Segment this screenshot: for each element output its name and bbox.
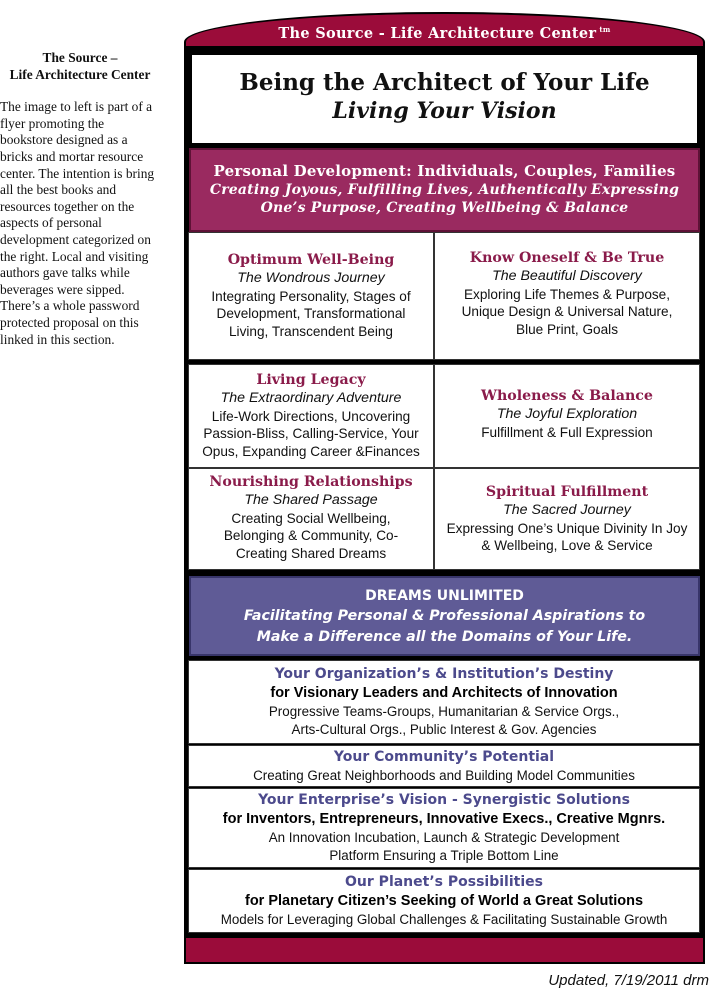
flyer-bottom-bar: [186, 938, 703, 962]
enterprise-body-2: Platform Ensuring a Triple Bottom Line: [329, 847, 559, 863]
enterprise-lead: for Inventors, Entrepreneurs, Innovative Execs., Creative Mgnrs.: [222, 811, 666, 827]
cell-spiritual-fulfillment: [434, 468, 700, 570]
cell-body: Fulfillment & Full Expression: [481, 424, 653, 440]
cell-subtitle: The Sacred Journey: [503, 502, 631, 518]
enterprise-body-1: An Innovation Incubation, Launch & Strategic Development: [268, 830, 620, 845]
cell-living-legacy: [188, 364, 434, 468]
cell-nourishing-relationships: [188, 468, 434, 570]
dreams-subtitle-1: Facilitating Personal & Professional Aspirations to: [243, 608, 646, 624]
cell-body: Exploring Life Themes & Purpose, Unique Design & Universal Nature, Blue Print, Goals: [461, 286, 673, 337]
cell-subtitle: The Shared Passage: [244, 492, 378, 508]
personal-development-subtitle-2: One’s Purpose, Creating Wellbeing & Balance: [260, 200, 629, 216]
cell-title: Know Oneself & Be True: [469, 250, 665, 266]
cell-subtitle: The Extraordinary Adventure: [220, 390, 402, 406]
personal-development-subtitle-1: Creating Joyous, Fulfilling Lives, Authentically Expressing: [209, 182, 680, 198]
cell-body: Integrating Personality, Stages of Development, Transformational Living, Transcendent Being: [211, 288, 411, 339]
planet-box: [188, 869, 700, 933]
banner-title: The Source - Life Architecture Center: [278, 25, 597, 42]
flyer-banner: [186, 14, 703, 46]
cell-subtitle: The Wondrous Journey: [237, 270, 385, 286]
hero-title: Being the Architect of Your Life: [239, 69, 650, 96]
dreams-title: DREAMS UNLIMITED: [365, 588, 524, 604]
cell-optimum-well-being: [188, 232, 434, 360]
cell-title: Nourishing Relationships: [209, 474, 413, 490]
organization-lead: for Visionary Leaders and Architects of Innovation: [270, 685, 618, 701]
cell-title: Living Legacy: [256, 372, 366, 388]
sidebar-description: [0, 50, 160, 348]
sidebar-body: The image to left is part of a flyer promoting the bookstore designed as a bricks and mortar resource center. The intention is bring all the best books and resources together on the aspects of personal development categorized on the right. Local and visiting authors gave talks while beverages were sipped. There’s a whole password protected proposal on this linked in this section.: [0, 99, 155, 347]
cell-body: Creating Social Wellbeing, Belonging & Community, Co-Creating Shared Dreams: [223, 510, 399, 561]
enterprise-box: [188, 788, 700, 868]
community-box: [188, 745, 700, 787]
organization-body-2: Arts-Cultural Orgs., Public Interest & Gov. Agencies: [291, 721, 597, 737]
community-title: Your Community’s Potential: [333, 749, 555, 765]
organization-title: Your Organization’s & Institution’s Destiny: [274, 666, 614, 682]
enterprise-title: Your Enterprise’s Vision - Synergistic Solutions: [258, 792, 630, 808]
personal-development-title: Personal Development: Individuals, Couples, Families: [213, 162, 676, 180]
community-body: Creating Great Neighborhoods and Building Model Communities: [253, 768, 635, 783]
cell-body: Life-Work Directions, Uncovering Passion-Bliss, Calling-Service, Your Opus, Expanding Career &Finances: [202, 408, 420, 459]
flyer-image: [184, 12, 705, 964]
organization-body-1: Progressive Teams-Groups, Humanitarian & Service Orgs.,: [268, 704, 620, 719]
cell-subtitle: The Joyful Exploration: [496, 406, 638, 422]
planet-body: Models for Leveraging Global Challenges & Facilitating Sustainable Growth: [220, 912, 668, 927]
cell-subtitle: The Beautiful Discovery: [492, 268, 642, 284]
planet-lead: for Planetary Citizen’s Seeking of World a Great Solutions: [244, 893, 644, 909]
cell-title: Spiritual Fulfillment: [485, 484, 649, 500]
cell-know-oneself: [434, 232, 700, 360]
trademark-mark: tm: [599, 25, 611, 34]
sidebar-title: [0, 50, 160, 83]
dreams-unlimited-banner: [189, 576, 700, 656]
sidebar-title-line1: The Source –: [42, 50, 118, 65]
organization-box: [188, 660, 700, 744]
dreams-subtitle-2: Make a Difference all the Domains of Your Life.: [256, 629, 633, 645]
hero-box: [190, 53, 699, 145]
cell-wholeness-balance: [434, 364, 700, 468]
hero-subtitle: Living Your Vision: [332, 98, 557, 124]
sidebar-title-line2: Life Architecture Center: [9, 66, 151, 82]
updated-note: Updated, 7/19/2011 drm: [548, 972, 709, 989]
personal-development-banner: [189, 148, 700, 232]
cell-body: Expressing One’s Unique Divinity In Joy & Wellbeing, Love & Service: [446, 520, 688, 553]
cell-title: Optimum Well-Being: [227, 252, 395, 268]
cell-title: Wholeness & Balance: [481, 388, 653, 404]
planet-title: Our Planet’s Possibilities: [345, 874, 543, 890]
